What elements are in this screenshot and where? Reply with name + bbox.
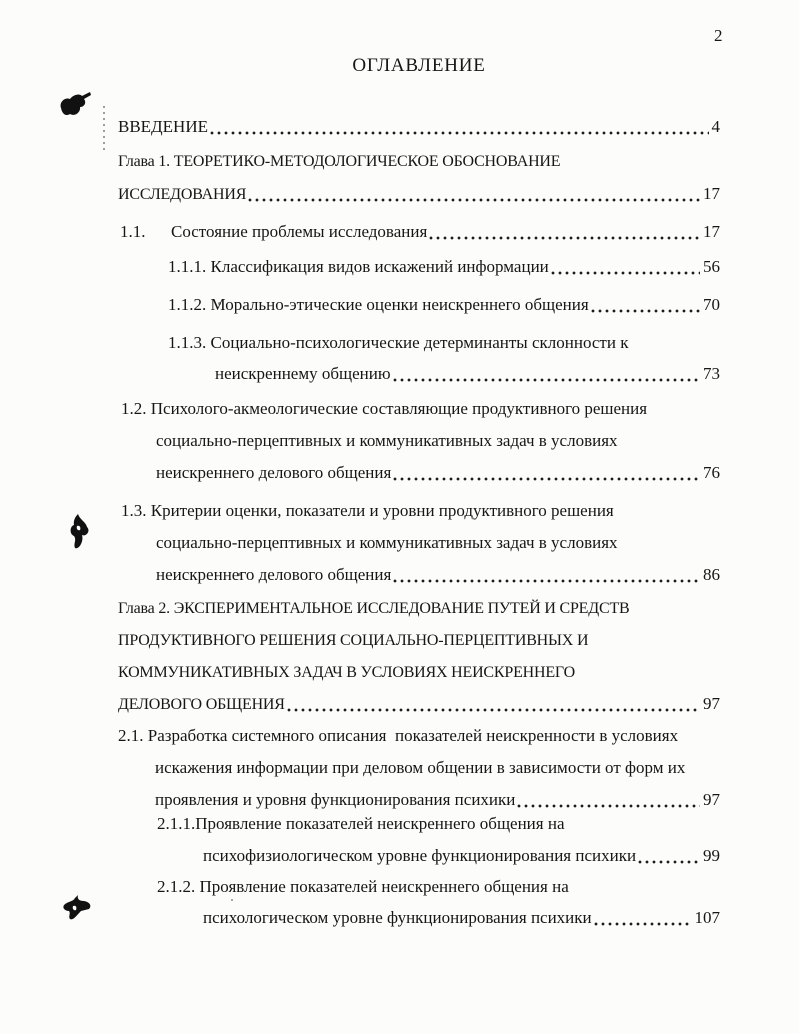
toc-page-number: 99 — [703, 846, 720, 865]
dot-leader — [429, 221, 700, 243]
scan-speck — [231, 899, 233, 901]
dot-leader — [551, 256, 700, 278]
toc-line — [168, 294, 720, 316]
ink-smudge-icon — [57, 90, 93, 122]
page-title: ОГЛАВЛЕНИЕ — [352, 55, 486, 76]
toc-line-text: 2.1.2. Проявление показателей неискреннего общения на — [157, 877, 569, 896]
toc-line-text: 1.1. Состояние проблемы исследования — [120, 222, 428, 241]
dot-leader — [517, 789, 700, 811]
toc-line — [118, 629, 588, 651]
toc-line — [118, 661, 575, 683]
toc-line — [215, 363, 720, 385]
toc-line-text: 1.1.2. Морально-этические оценки неискреннего общения — [168, 295, 589, 314]
toc-line-text: неискреннего делового общения — [156, 565, 392, 584]
toc-line — [156, 532, 618, 554]
toc-line — [118, 693, 720, 715]
toc-line — [118, 116, 720, 138]
toc-line — [155, 757, 685, 779]
toc-line — [156, 462, 720, 484]
toc-page-number: 73 — [703, 364, 720, 383]
toc-line — [203, 907, 720, 929]
dot-leader — [594, 907, 692, 929]
dot-leader — [638, 845, 700, 867]
toc-line-text: ПРОДУКТИВНОГО РЕШЕНИЯ СОЦИАЛЬНО-ПЕРЦЕПТИВНЫХ И — [118, 632, 589, 649]
dot-leader — [591, 294, 700, 316]
toc-line — [155, 789, 720, 811]
dot-leader — [248, 183, 700, 205]
toc-line-text: Глава 2. ЭКСПЕРИМЕНТАЛЬНОЕ ИССЛЕДОВАНИЕ ПУТЕЙ И СРЕДСТВ — [118, 600, 630, 617]
margin-dotted-mark — [103, 106, 105, 150]
toc-line-text: ИССЛЕДОВАНИЯ — [118, 186, 247, 203]
toc-line-text: 1.2. Психолого-акмеологические составляющие продуктивного решения — [121, 399, 648, 418]
toc-page-number: 17 — [703, 222, 720, 241]
toc-line-text: Глава 1. ТЕОРЕТИКО-МЕТОДОЛОГИЧЕСКОЕ ОБОСНОВАНИЕ — [118, 153, 561, 170]
toc-page-number: 97 — [703, 694, 720, 713]
dot-leader — [210, 116, 709, 138]
ink-smudge-icon — [61, 893, 93, 923]
toc-page-number: 4 — [711, 117, 720, 136]
toc-page-number: 97 — [703, 790, 720, 809]
toc-line-text: 2.1. Разработка системного описания показателей неискренности в условиях — [118, 726, 679, 745]
toc-line-text: социально-перцептивных и коммуникативных задач в условиях — [156, 533, 618, 552]
toc-line — [118, 725, 678, 747]
toc-page-number: 17 — [703, 184, 720, 203]
toc-line-text: 1.1.3. Социально-психологические детерминанты склонности к — [168, 333, 629, 352]
toc-line — [156, 564, 720, 586]
toc-line-text: неискреннего делового общения — [156, 463, 392, 482]
toc-line-text: 1.3. Критерии оценки, показатели и уровни продуктивного решения — [121, 501, 614, 520]
toc-line-text: ВВЕДЕНИЕ — [118, 117, 208, 136]
toc-line-text: искажения информации при деловом общении в зависимости от форм их — [155, 758, 686, 777]
toc-line — [203, 845, 720, 867]
toc-line — [156, 430, 618, 452]
toc-page-number: 107 — [694, 908, 720, 927]
toc-line — [121, 500, 614, 522]
toc-line — [121, 398, 647, 420]
toc-line — [168, 332, 628, 354]
page-number: 2 — [714, 26, 723, 45]
toc-line — [168, 256, 720, 278]
toc-line — [157, 876, 569, 898]
toc-line — [118, 150, 560, 172]
toc-line — [157, 813, 565, 835]
toc-page-number: 76 — [703, 463, 720, 482]
toc-line-text: ДЕЛОВОГО ОБЩЕНИЯ — [118, 696, 285, 713]
toc-line-text: психофизиологическом уровне функционирования психики — [203, 846, 637, 865]
toc-line — [118, 597, 630, 619]
dot-leader — [393, 462, 700, 484]
toc-page-number: 86 — [703, 565, 720, 584]
toc-line-text: 2.1.1.Проявление показателей неискреннего общения на — [157, 814, 565, 833]
dot-leader — [393, 363, 700, 385]
toc-page-number: 70 — [703, 295, 720, 314]
toc-line — [118, 183, 720, 205]
dot-leader — [287, 693, 700, 715]
toc-line-text: проявления и уровня функционирования психики — [155, 790, 516, 809]
toc-line-text: КОММУНИКАТИВНЫХ ЗАДАЧ В УСЛОВИЯХ НЕИСКРЕННЕГО — [118, 664, 575, 681]
dot-leader — [393, 564, 700, 586]
toc-page-number: 56 — [703, 257, 720, 276]
toc-line-text: психологическом уровне функционирования психики — [203, 908, 592, 927]
toc-line-text: неискреннему общению — [215, 364, 391, 383]
toc-line-text: социально-перцептивных и коммуникативных задач в условиях — [156, 431, 618, 450]
ink-smudge-icon — [66, 512, 90, 552]
toc-line-text: 1.1.1. Классификация видов искажений информации — [168, 257, 549, 276]
toc-line — [120, 221, 720, 243]
